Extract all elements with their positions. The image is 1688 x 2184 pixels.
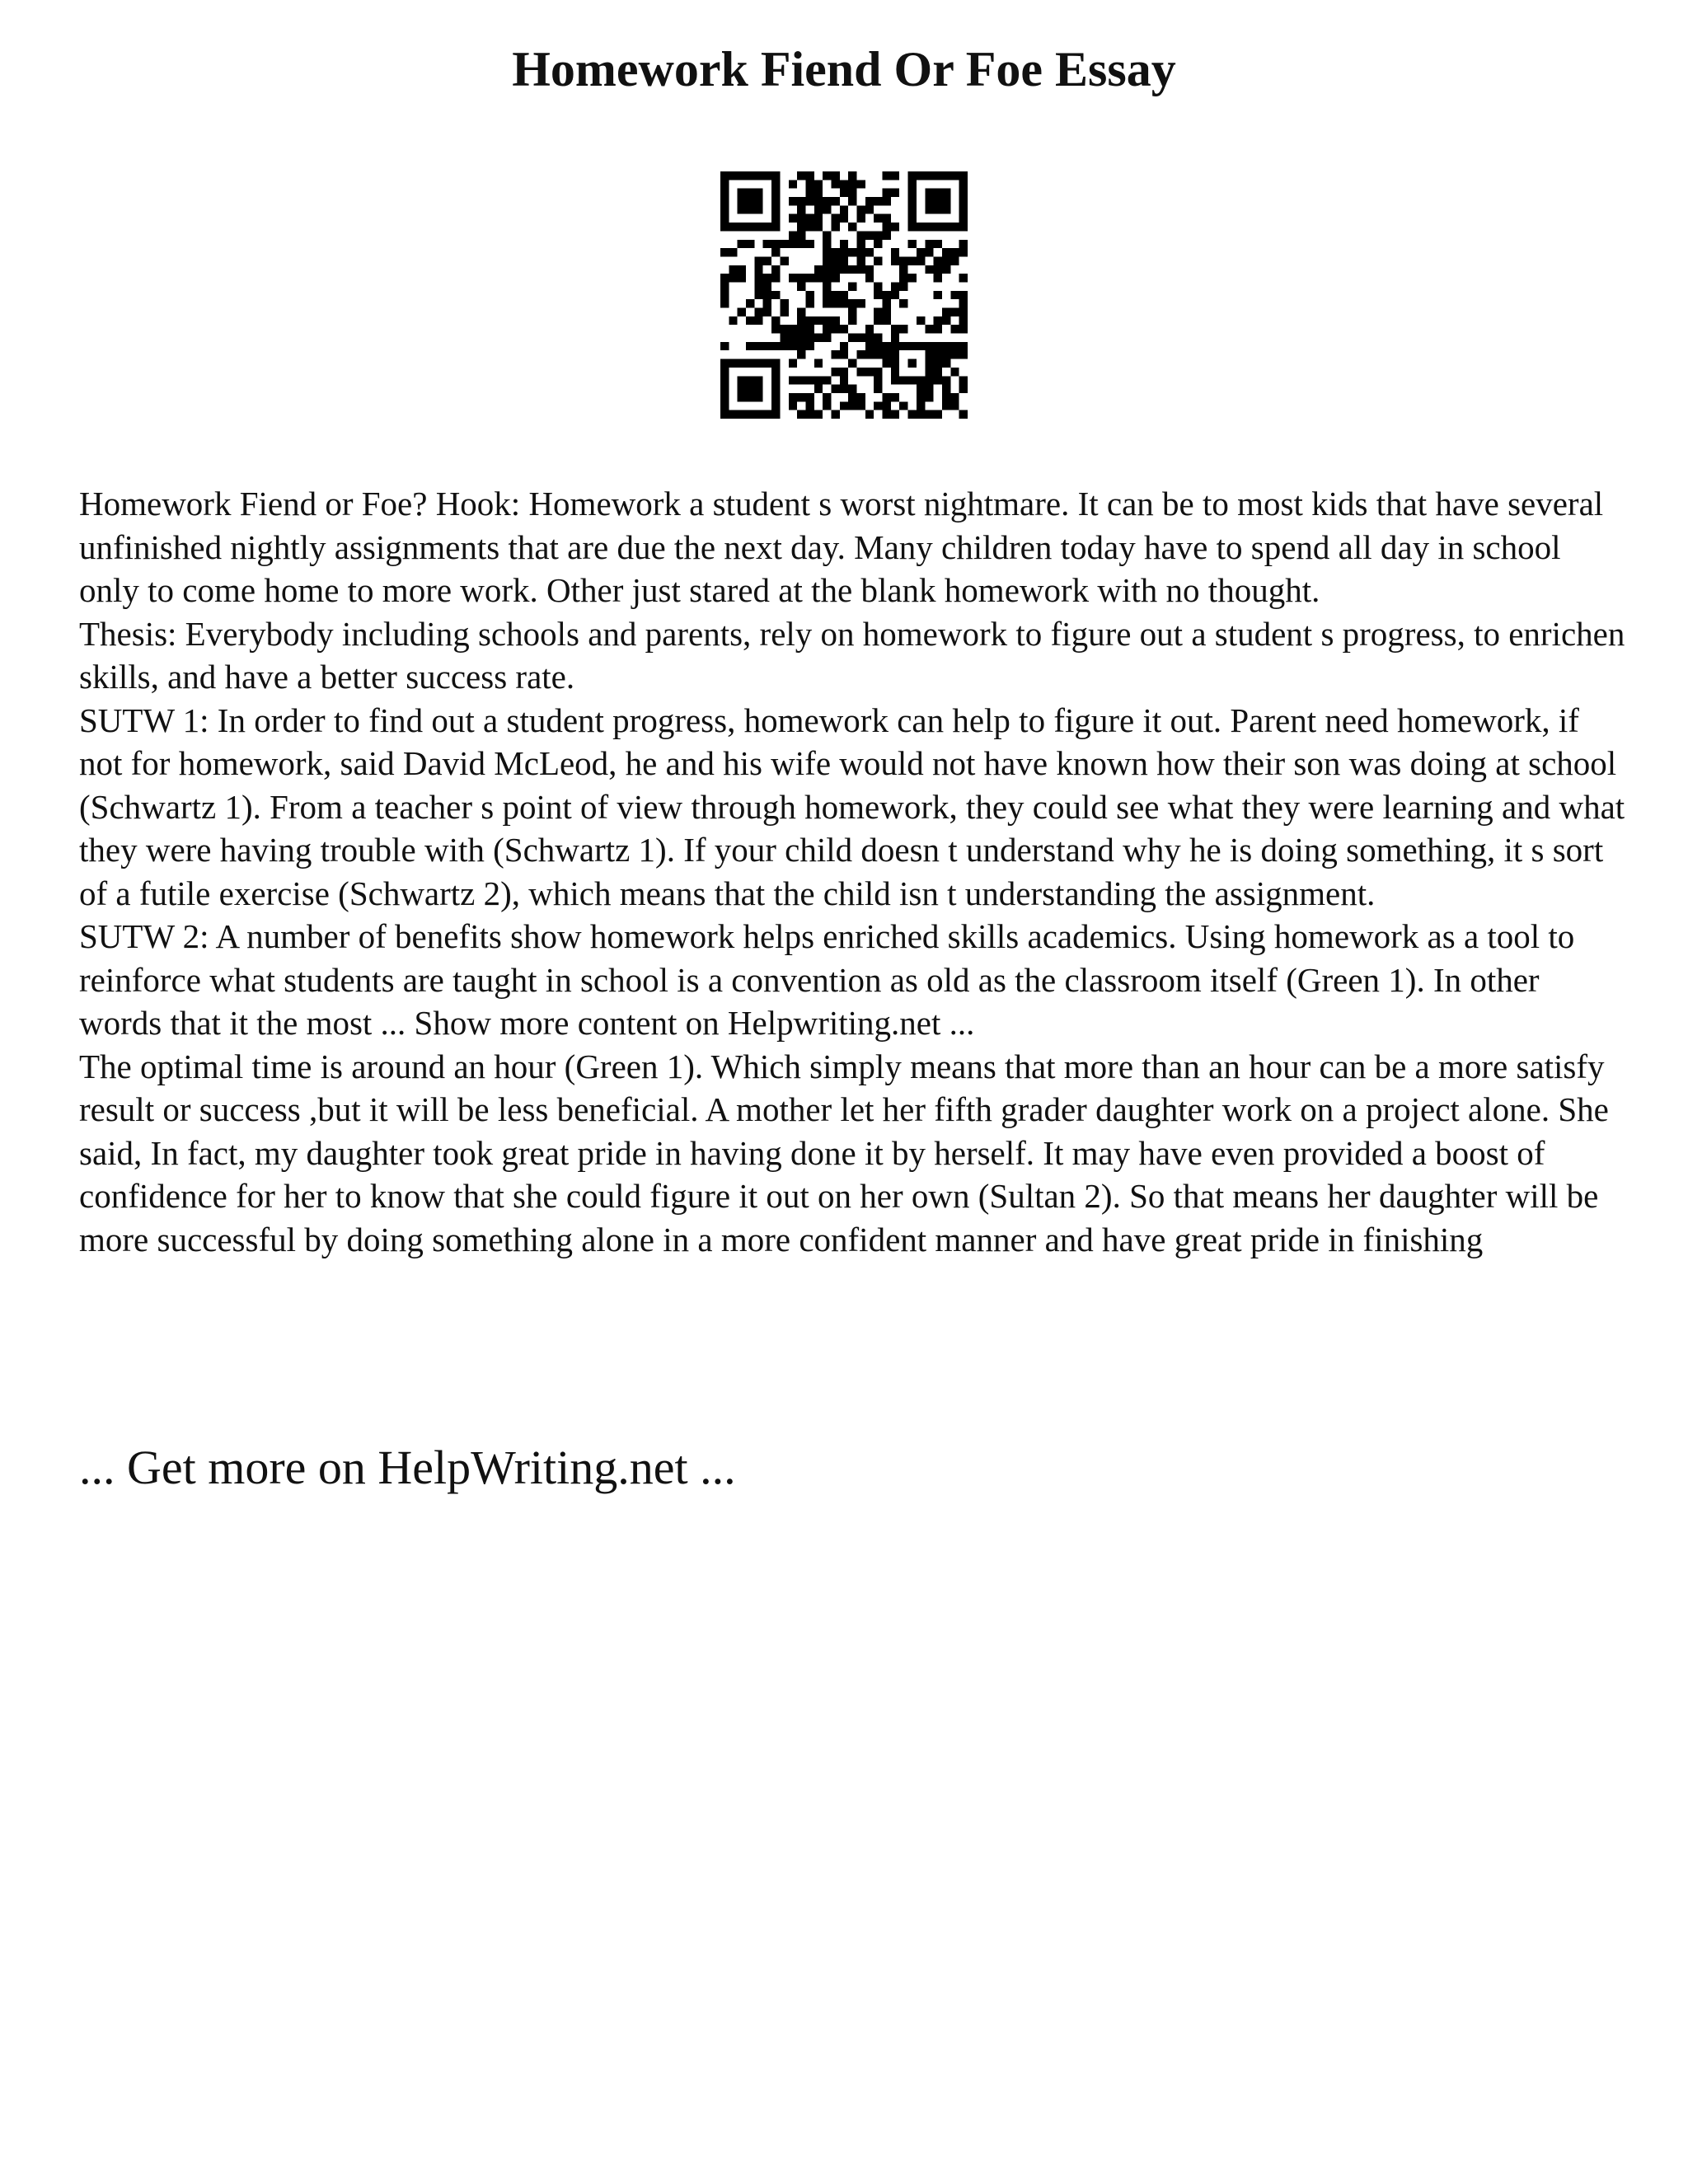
qr-code-icon xyxy=(720,171,968,419)
essay-paragraph-sutw-2: SUTW 2: A number of benefits show homework helps enriched skills academics. Using homework as a tool to reinforce what students are taught in school is a convention as old as the classroom itself (Green 1). In other words that it the most ... Show more content on Helpwriting.net ... xyxy=(79,917,1575,1042)
essay-paragraph-optimal-time: The optimal time is around an hour (Green 1). Which simply means that more than an hour can be a more satisfy result or success ,but it will be less beneficial. A mother let her fifth grader daughter work on a project alone. She said, In fact, my daughter took great pride in having done it by herself. It may have even provided a boost of confidence for her to know that she could figure it out on her own (Sultan 2). So that means her daughter will be more successful by doing something alone in a more confident manner and have great pride in finishing xyxy=(79,1047,1609,1258)
essay-body xyxy=(79,482,1629,1261)
get-more-link[interactable]: ... Get more on HelpWriting.net ... xyxy=(79,1441,736,1494)
essay-paragraph-thesis: Thesis: Everybody including schools and parents, rely on homework to figure out a student s progress, to enrichen skills, and have a better success rate. xyxy=(79,614,1625,696)
essay-paragraph-sutw-1: SUTW 1: In order to find out a student progress, homework can help to figure it out. Parent need homework, if not for homework, said David McLeod, he and his wife would not have known how their son was doing at school (Schwartz 1). From a teacher s point of view through homework, they could see what they were learning and what they were having trouble with (Schwartz 1). If your child doesn t understand why he is doing something, it s sort of a futile exercise (Schwartz 2), which means that the child isn t understanding the assignment. xyxy=(79,701,1625,912)
essay-paragraph-hook: Homework Fiend or Foe? Hook: Homework a student s worst nightmare. It can be to most kids that have several unfinished nightly assignments that are due the next day. Many children today have to spend all day in school only to come home to more work. Other just stared at the blank homework with no thought. xyxy=(79,485,1604,609)
document-title: Homework Fiend Or Foe Essay xyxy=(512,42,1176,96)
